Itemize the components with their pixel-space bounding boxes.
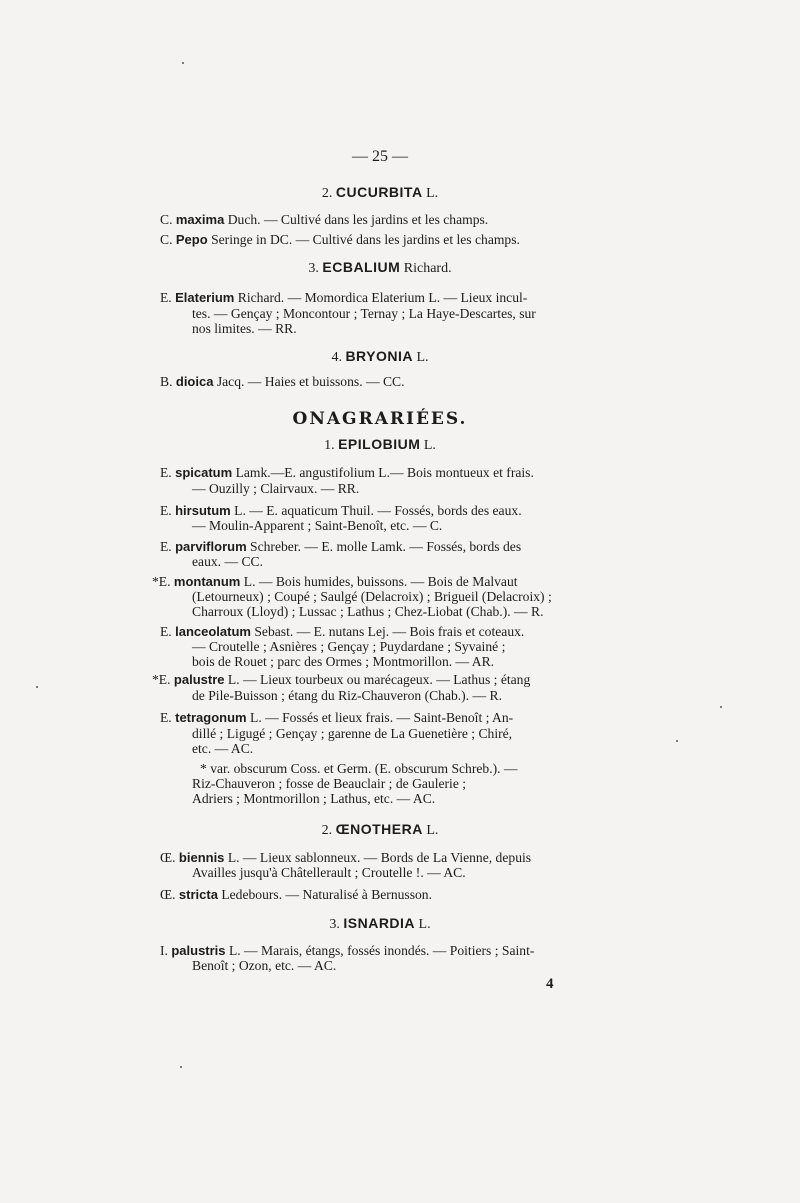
entry-continuation: Availles jusqu'à Châtellerault ; Croutelle !. — AC. xyxy=(192,865,466,880)
species-entry xyxy=(160,887,432,903)
genus-heading-isnardia xyxy=(0,915,760,933)
entry-text: Richard. — Momordica Elaterium L. — Lieux incul- xyxy=(237,290,528,305)
species-entry xyxy=(152,574,518,590)
genus-abbr: E. xyxy=(158,672,171,687)
species-entry xyxy=(160,465,534,481)
entry-continuation: nos limites. — RR. xyxy=(192,321,297,336)
scan-speck xyxy=(182,62,184,64)
species-epithet: parviflorum xyxy=(175,539,247,554)
signature-mark: 4 xyxy=(546,976,554,992)
entry-text: Lamk.—E. angustifolium L.— Bois montueux et frais. xyxy=(235,465,534,480)
genus-abbr: E. xyxy=(160,539,172,554)
genus-abbr: I. xyxy=(160,943,168,958)
genus-author: L. xyxy=(426,823,439,838)
species-epithet: biennis xyxy=(178,850,225,865)
species-entry xyxy=(160,943,534,959)
genus-name: BRYONIA xyxy=(345,348,413,364)
species-entry xyxy=(160,503,522,519)
species-epithet: maxima xyxy=(175,212,225,227)
species-epithet: dioica xyxy=(175,374,214,389)
scan-speck xyxy=(36,686,38,688)
genus-number: 1. xyxy=(324,438,335,453)
entry-continuation: — Croutelle ; Asnières ; Gençay ; Puydardane ; Syvainé ; xyxy=(192,639,506,654)
entry-text: L. — Bois humides, buissons. — Bois de Malvaut xyxy=(243,574,518,589)
genus-abbr: E. xyxy=(160,465,172,480)
genus-number: 2. xyxy=(321,186,333,201)
entry-continuation: eaux. — CC. xyxy=(192,554,263,569)
genus-abbr: Œ. xyxy=(160,850,176,865)
star-mark: * xyxy=(152,574,159,589)
entry-text: Schreber. — E. molle Lamk. — Fossés, bords des xyxy=(250,539,522,554)
species-epithet: palustris xyxy=(171,943,226,958)
page-number: — 25 — xyxy=(352,148,408,165)
species-epithet: palustre xyxy=(173,672,225,687)
species-entry xyxy=(160,374,405,390)
genus-author: Richard. xyxy=(403,261,452,276)
species-entry xyxy=(160,212,488,228)
genus-abbr: E. xyxy=(158,574,171,589)
species-epithet: hirsutum xyxy=(175,503,231,518)
entry-continuation: — Moulin-Apparent ; Saint-Benoît, etc. — C. xyxy=(192,518,443,533)
genus-author: L. xyxy=(416,350,429,365)
star-mark: * xyxy=(152,672,159,687)
species-entry xyxy=(160,850,531,866)
genus-number: 2. xyxy=(321,823,333,838)
entry-text: L. — Lieux sablonneux. — Bords de La Vienne, depuis xyxy=(227,850,532,865)
species-entry xyxy=(160,624,524,640)
entry-text: L. — E. aquaticum Thuil. — Fossés, bords des eaux. xyxy=(234,503,522,518)
family-heading: ONAGRARIÉES. xyxy=(292,409,468,429)
entry-continuation: Charroux (Lloyd) ; Lussac ; Lathus ; Chez-Liobat (Chab.). — R. xyxy=(192,604,544,619)
genus-author: L. xyxy=(423,438,436,453)
entry-continuation: Benoît ; Ozon, etc. — AC. xyxy=(192,958,337,973)
genus-heading-cucurbita xyxy=(0,184,760,202)
species-epithet: lanceolatum xyxy=(175,624,251,639)
entry-text: Jacq. — Haies et buissons. — CC. xyxy=(216,374,405,389)
genus-abbr: E. xyxy=(160,624,172,639)
entry-continuation: de Pile-Buisson ; étang du Riz-Chauveron (Chab.). — R. xyxy=(192,688,502,703)
entry-text: Sebast. — E. nutans Lej. — Bois frais et coteaux. xyxy=(254,624,525,639)
variety-entry: * var. obscurum Coss. et Germ. (E. obscurum Schreb.). — xyxy=(200,761,518,776)
genus-heading-bryonia xyxy=(0,348,760,366)
entry-continuation: bois de Rouet ; parc des Ormes ; Montmorillon. — AR. xyxy=(192,654,495,669)
entry-continuation: — Ouzilly ; Clairvaux. — RR. xyxy=(192,481,360,496)
genus-name: ECBALIUM xyxy=(322,259,401,275)
genus-number: 3. xyxy=(329,917,340,932)
genus-abbr: Œ. xyxy=(160,887,176,902)
species-epithet: Elaterium xyxy=(175,290,235,305)
genus-heading-ecbalium xyxy=(0,259,760,277)
entry-continuation: Riz-Chauveron ; fosse de Beauclair ; de Gaulerie ; xyxy=(192,776,467,791)
species-epithet: stricta xyxy=(178,887,218,902)
genus-abbr: C. xyxy=(160,232,173,247)
species-entry xyxy=(160,710,513,726)
species-entry xyxy=(160,232,520,248)
entry-continuation: etc. — AC. xyxy=(192,741,254,756)
genus-author: L. xyxy=(426,186,439,201)
species-epithet: spicatum xyxy=(175,465,233,480)
species-entry xyxy=(160,539,521,555)
scan-speck xyxy=(720,706,722,708)
genus-abbr: E. xyxy=(160,503,172,518)
genus-abbr: C. xyxy=(160,212,173,227)
genus-abbr: E. xyxy=(160,290,172,305)
genus-name: CUCURBITA xyxy=(335,184,423,200)
entry-continuation: (Letourneux) ; Coupé ; Saulgé (Delacroix) ; Brigueil (Delacroix) ; xyxy=(192,589,552,604)
genus-number: 4. xyxy=(331,350,342,365)
entry-text: Ledebours. — Naturalisé à Bernusson. xyxy=(221,887,432,902)
entry-text: L. — Marais, étangs, fossés inondés. — Poitiers ; Saint- xyxy=(228,943,535,958)
entry-continuation: dillé ; Ligugé ; Gençay ; garenne de La Guenetière ; Chiré, xyxy=(192,726,513,741)
genus-abbr: B. xyxy=(160,374,173,389)
genus-number: 3. xyxy=(308,261,319,276)
genus-name: ISNARDIA xyxy=(343,915,416,931)
entry-continuation: tes. — Gençay ; Moncontour ; Ternay ; La Haye-Descartes, sur xyxy=(192,306,536,321)
species-entry xyxy=(152,672,530,688)
scan-speck xyxy=(676,740,678,742)
species-entry xyxy=(160,290,527,306)
genus-name: EPILOBIUM xyxy=(338,436,421,452)
scan-speck xyxy=(180,1066,182,1068)
species-epithet: tetragonum xyxy=(175,710,247,725)
genus-heading-epilobium xyxy=(0,436,760,454)
entry-text: Duch. — Cultivé dans les jardins et les champs. xyxy=(227,212,489,227)
genus-author: L. xyxy=(418,917,431,932)
species-epithet: Pepo xyxy=(175,232,208,247)
genus-name: ŒNOTHERA xyxy=(335,821,423,837)
genus-heading-oenothera xyxy=(0,821,760,839)
species-epithet: montanum xyxy=(173,574,241,589)
entry-text: Seringe in DC. — Cultivé dans les jardins et les champs. xyxy=(211,232,520,247)
entry-continuation: Adriers ; Montmorillon ; Lathus, etc. — AC. xyxy=(192,791,436,806)
genus-abbr: E. xyxy=(160,710,172,725)
entry-text: L. — Fossés et lieux frais. — Saint-Benoît ; An- xyxy=(250,710,514,725)
entry-text: L. — Lieux tourbeux ou marécageux. — Lathus ; étang xyxy=(227,672,531,687)
